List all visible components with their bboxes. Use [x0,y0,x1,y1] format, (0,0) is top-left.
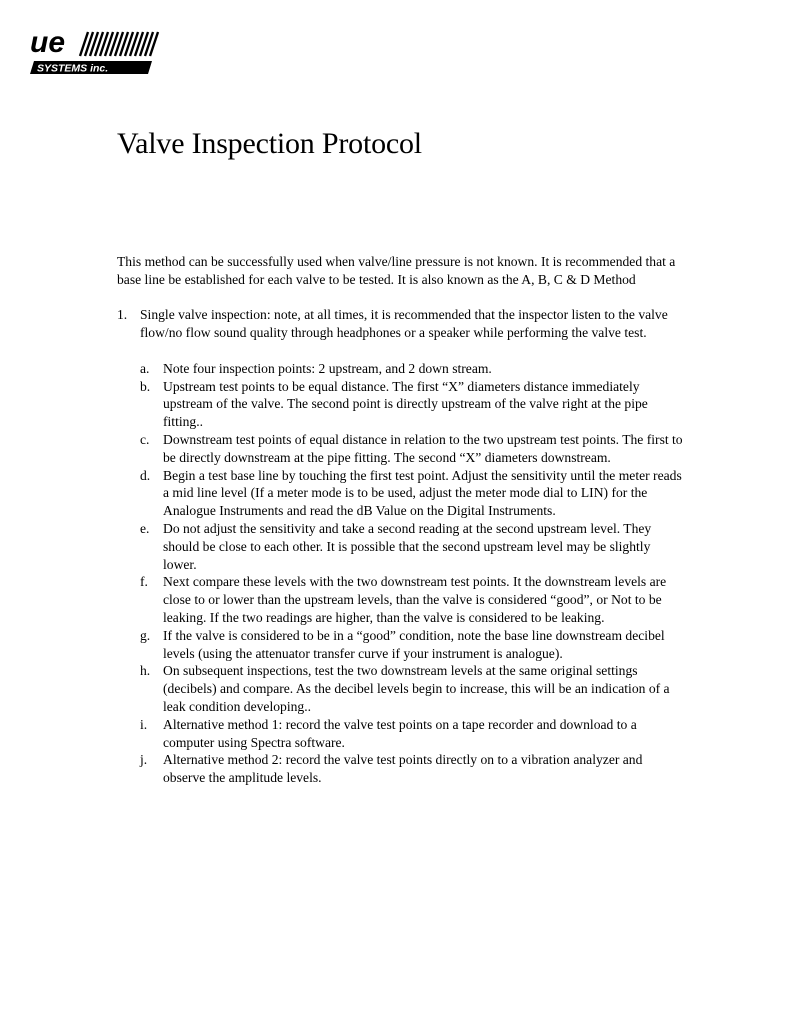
step-number: 1. [117,307,128,323]
substep-letter: j. [140,752,148,768]
substep-a [140,360,683,378]
intro-paragraph: This method can be successfully used when valve/line pressure is not known. It is recommended that a base line be established for each valve to be tested. It is also known as the A, B, C & D Method [117,254,676,287]
logo-stripes [80,32,158,56]
substep-letter: e. [140,520,150,536]
step-body [140,306,683,787]
substep-text: Begin a test base line by touching the first test point. Adjust the sensitivity until the meter reads a mid line level (If a meter mode is to be used, adjust the meter mode dial to LIN) for the Analogue Instruments and read the dB Value on the Digital Instruments. [163,467,682,519]
substep-h [140,662,683,715]
substep-letter: a. [140,360,150,376]
ue-systems-logo [28,26,160,76]
substep-j [140,751,683,787]
substep-text: Do not adjust the sensitivity and take a second reading at the second upstream level. They should be close to each other. It is possible that the second upstream level may be slightly lower. [163,520,652,572]
document-body [117,253,683,787]
substep-letter: b. [140,378,151,394]
substep-text: On subsequent inspections, test the two downstream levels at the same original settings (decibels) and compare. As the decibel levels begin to increase, this will be an indication of a leak condition developing.. [163,663,670,714]
logo-mark-text: ue [30,26,66,59]
substep-letter: f. [140,574,148,590]
substep-text: Downstream test points of equal distance in relation to the two upstream test points. The first to be directly downstream at the pipe fitting. The second “X” diameters downstream. [163,431,683,465]
substep-text: Note four inspection points: 2 upstream, and 2 down stream. [163,360,492,376]
substep-letter: i. [140,716,148,732]
substep-text: Upstream test points to be equal distance. The first “X” diameters distance immediately upstream of the valve. The second point is directly upstream of the valve right at the pipe fitting.. [163,378,648,430]
step-1 [117,306,683,787]
substep-letter: h. [140,663,151,679]
step-text: Single valve inspection: note, at all times, it is recommended that the inspector listen to the valve flow/no flow sound quality through headphones or a speaker while performing the valve test. [140,307,668,341]
logo-company-text: SYSTEMS inc. [37,62,109,75]
substep-f [140,573,683,626]
substep-list [140,360,683,787]
substep-g [140,627,683,663]
substep-text: Next compare these levels with the two downstream test points. It the downstream levels are close to or lower than the upstream levels, than the valve is considered “good”, or Not to be leaking. If the two readings are higher, than the valve is considered to be leaking. [163,574,667,625]
substep-letter: g. [140,627,151,643]
substep-c [140,431,683,467]
substep-text: Alternative method 1: record the valve test points on a tape recorder and download to a computer using Spectra software. [163,716,637,750]
substep-d [140,467,683,520]
substep-i [140,716,683,752]
substep-e [140,520,683,573]
substep-b [140,378,683,431]
page-title: Valve Inspection Protocol [117,127,422,160]
substep-letter: c. [140,431,150,447]
substep-text: Alternative method 2: record the valve test points directly on to a vibration analyzer and observe the amplitude levels. [163,752,643,786]
substep-letter: d. [140,467,151,483]
substep-text: If the valve is considered to be in a “good” condition, note the base line downstream decibel levels (using the attenuator transfer curve if your instrument is analogue). [163,627,665,661]
